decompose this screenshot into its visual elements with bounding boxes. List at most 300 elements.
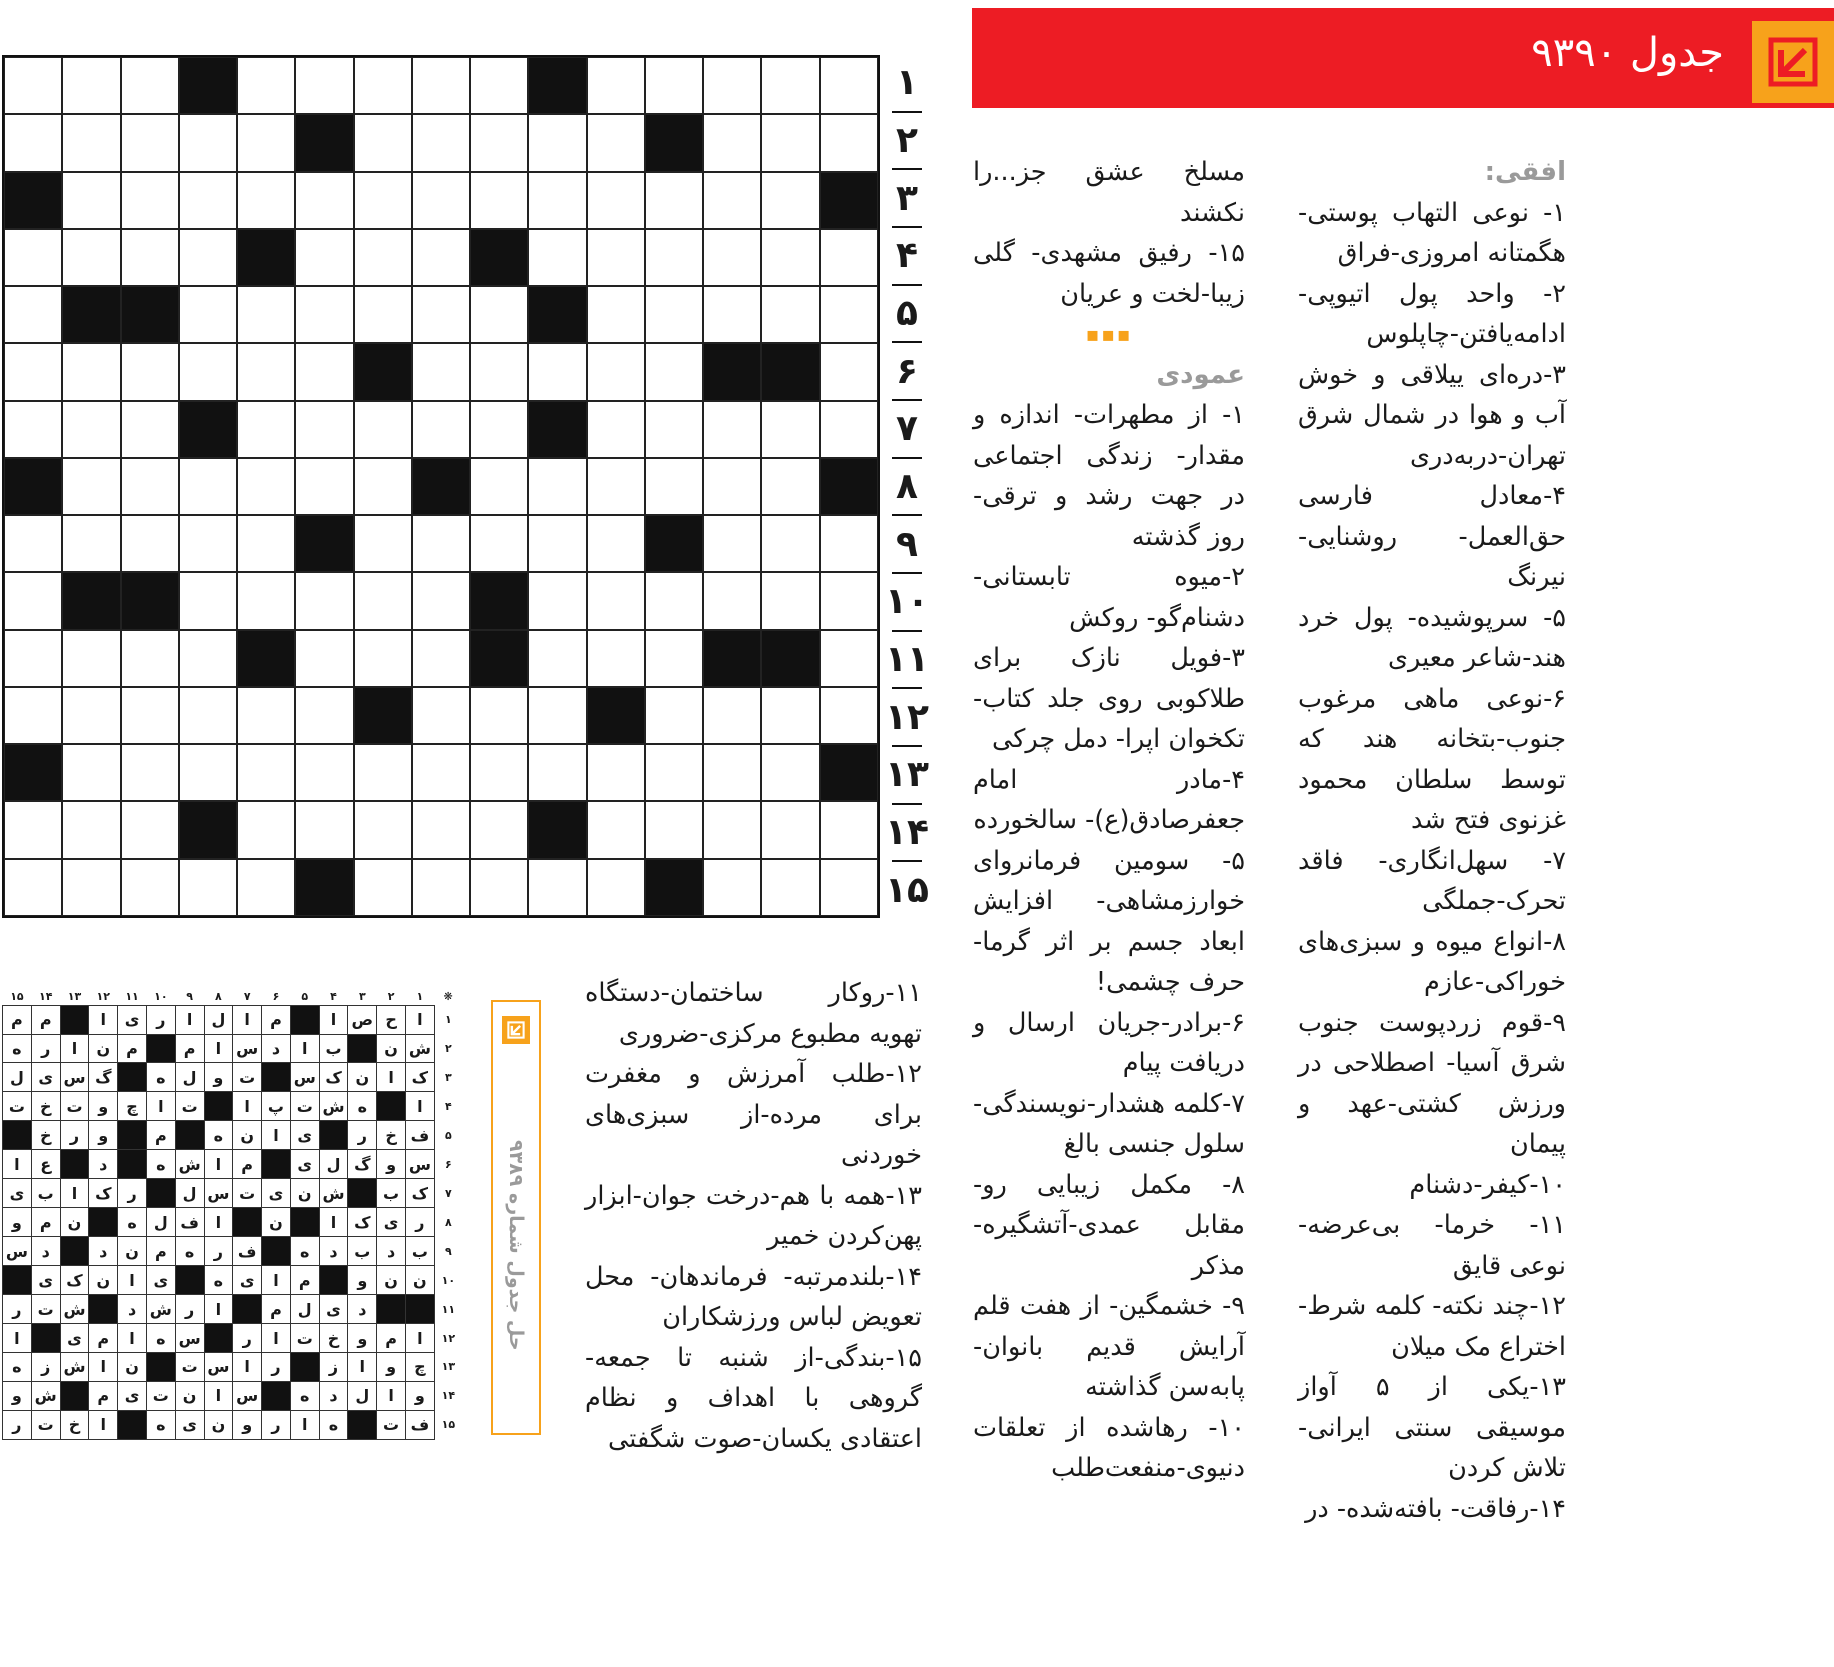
grid-cell[interactable]: [4, 630, 62, 687]
grid-cell[interactable]: [179, 687, 237, 744]
solution-black-cell: [146, 1353, 175, 1382]
solution-cell: پ: [262, 1092, 291, 1121]
grid-cell[interactable]: [354, 801, 412, 858]
solution-cell: ا: [290, 1410, 319, 1439]
solution-cell: ف: [175, 1208, 204, 1237]
grid-cell[interactable]: [179, 343, 237, 400]
grid-cell[interactable]: [820, 401, 878, 458]
grid-cell[interactable]: [587, 744, 645, 801]
grid-cell[interactable]: [470, 458, 528, 515]
grid-cell[interactable]: [587, 401, 645, 458]
grid-cell[interactable]: [4, 859, 62, 916]
solution-cell: ه: [3, 1353, 32, 1382]
grid-cell[interactable]: [237, 515, 295, 572]
solution-cell: ه: [3, 1034, 32, 1063]
grid-cell[interactable]: [62, 744, 120, 801]
solution-cell: ه: [290, 1381, 319, 1410]
black-cell: [237, 630, 295, 687]
grid-cell[interactable]: [179, 114, 237, 171]
clue-item: ۳-دره‌ای ییلاقی و خوش آب و هوا در شمال شرق تهران-دربه‌دری: [1298, 359, 1566, 471]
grid-cell[interactable]: [237, 401, 295, 458]
black-cell: [528, 57, 586, 114]
grid-cell[interactable]: [820, 229, 878, 286]
grid-cell[interactable]: [121, 343, 179, 400]
grid-cell[interactable]: [4, 687, 62, 744]
clue-item: ۱۰-کیفر-دشنام: [1409, 1169, 1566, 1200]
grid-cell[interactable]: [820, 515, 878, 572]
grid-cell[interactable]: [703, 515, 761, 572]
grid-cell[interactable]: [295, 172, 353, 229]
grid-cell[interactable]: [237, 458, 295, 515]
grid-cell[interactable]: [354, 859, 412, 916]
solution-cell: ی: [146, 1266, 175, 1295]
grid-cell[interactable]: [121, 458, 179, 515]
grid-cell[interactable]: [412, 172, 470, 229]
solution-cell: و: [3, 1381, 32, 1410]
grid-cell[interactable]: [470, 286, 528, 343]
grid-cell[interactable]: [412, 114, 470, 171]
grid-cell[interactable]: [237, 286, 295, 343]
grid-cell[interactable]: [528, 630, 586, 687]
grid-cell[interactable]: [295, 343, 353, 400]
grid-cell[interactable]: [412, 286, 470, 343]
solution-cell: ز: [319, 1353, 348, 1382]
grid-cell[interactable]: [587, 57, 645, 114]
grid-cell[interactable]: [295, 229, 353, 286]
solution-cell: ل: [146, 1208, 175, 1237]
grid-cell[interactable]: [703, 801, 761, 858]
page-title: جدول ۹۳۹۰: [1531, 30, 1724, 76]
solution-cell: ه: [348, 1092, 377, 1121]
grid-cell[interactable]: [587, 515, 645, 572]
grid-cell[interactable]: [645, 57, 703, 114]
grid-cell[interactable]: [412, 859, 470, 916]
grid-cell[interactable]: [645, 801, 703, 858]
grid-cell[interactable]: [121, 401, 179, 458]
grid-cell[interactable]: [179, 458, 237, 515]
grid-cell[interactable]: [179, 515, 237, 572]
grid-cell[interactable]: [761, 401, 819, 458]
grid-cell[interactable]: [703, 172, 761, 229]
grid-cell[interactable]: [121, 687, 179, 744]
grid-cell[interactable]: [761, 172, 819, 229]
clue-item: ۱۵- رفیق مشهدی- گلی زیبا-لخت و عریان: [973, 238, 1245, 309]
grid-cell[interactable]: [62, 801, 120, 858]
solution-col-number: ۱۴: [38, 989, 53, 1003]
grid-cell[interactable]: [761, 286, 819, 343]
solution-cell: ا: [233, 1092, 262, 1121]
grid-cell[interactable]: [645, 172, 703, 229]
grid-cell[interactable]: [237, 572, 295, 629]
grid-cell[interactable]: [412, 401, 470, 458]
row-number: ۳: [892, 170, 922, 228]
grid-cell[interactable]: [237, 687, 295, 744]
grid-cell[interactable]: [4, 114, 62, 171]
grid-cell[interactable]: [295, 458, 353, 515]
solution-cell: ر: [262, 1410, 291, 1439]
grid-cell[interactable]: [528, 687, 586, 744]
grid-cell[interactable]: [4, 515, 62, 572]
grid-cell[interactable]: [703, 114, 761, 171]
grid-cell[interactable]: [354, 458, 412, 515]
grid-cell[interactable]: [761, 801, 819, 858]
grid-cell[interactable]: [470, 57, 528, 114]
grid-cell[interactable]: [412, 57, 470, 114]
grid-cell[interactable]: [295, 57, 353, 114]
grid-cell[interactable]: [62, 630, 120, 687]
grid-cell[interactable]: [820, 286, 878, 343]
solution-cell: ن: [377, 1266, 406, 1295]
grid-cell[interactable]: [587, 286, 645, 343]
solution-cell: و: [204, 1063, 233, 1092]
solution-black-cell: [31, 1324, 60, 1353]
solution-cell: ک: [405, 1179, 434, 1208]
grid-cell[interactable]: [121, 859, 179, 916]
clue-item: ۶-برادر-جریان ارسال و دریافت پیام: [973, 1007, 1245, 1078]
solution-cell: ه: [146, 1150, 175, 1179]
grid-cell[interactable]: [412, 343, 470, 400]
grid-cell[interactable]: [295, 630, 353, 687]
grid-cell[interactable]: [528, 515, 586, 572]
grid-cell[interactable]: [587, 801, 645, 858]
grid-cell[interactable]: [412, 687, 470, 744]
grid-cell[interactable]: [645, 458, 703, 515]
solution-black-cell: [233, 1295, 262, 1324]
grid-cell[interactable]: [470, 859, 528, 916]
solution-cell: د: [319, 1237, 348, 1266]
grid-cell[interactable]: [237, 172, 295, 229]
grid-cell[interactable]: [645, 286, 703, 343]
solution-col-number: ۷: [243, 989, 251, 1003]
grid-cell[interactable]: [62, 172, 120, 229]
grid-cell[interactable]: [62, 401, 120, 458]
solution-cell: م: [290, 1266, 319, 1295]
grid-cell[interactable]: [121, 229, 179, 286]
solution-cell: ل: [348, 1381, 377, 1410]
solution-row-number: ۹: [445, 1244, 452, 1258]
grid-cell[interactable]: [237, 343, 295, 400]
grid-cell[interactable]: [412, 630, 470, 687]
solution-col-number: ۱: [416, 989, 424, 1003]
grid-cell[interactable]: [587, 630, 645, 687]
solution-cell: س: [290, 1063, 319, 1092]
grid-cell[interactable]: [295, 801, 353, 858]
grid-cell[interactable]: [820, 630, 878, 687]
grid-cell[interactable]: [354, 114, 412, 171]
grid-cell[interactable]: [121, 630, 179, 687]
grid-cell[interactable]: [4, 401, 62, 458]
solution-row-number: ۷: [445, 1186, 452, 1200]
solution-black-cell: [290, 1353, 319, 1382]
grid-cell[interactable]: [703, 57, 761, 114]
solution-cell: ح: [377, 1005, 406, 1034]
grid-cell[interactable]: [820, 572, 878, 629]
solution-black-cell: [290, 1005, 319, 1034]
grid-cell[interactable]: [354, 229, 412, 286]
solution-cell: ت: [31, 1295, 60, 1324]
grid-cell[interactable]: [62, 343, 120, 400]
grid-cell[interactable]: [62, 458, 120, 515]
grid-cell[interactable]: [121, 57, 179, 114]
solution-cell: ک: [405, 1063, 434, 1092]
grid-cell[interactable]: [645, 229, 703, 286]
solution-cell: ن: [290, 1179, 319, 1208]
row-number: ۵: [892, 286, 922, 344]
solution-cell: ش: [405, 1034, 434, 1063]
grid-cell[interactable]: [761, 57, 819, 114]
solution-cell: ی: [233, 1266, 262, 1295]
grid-cell[interactable]: [470, 114, 528, 171]
solution-cell: ر: [204, 1237, 233, 1266]
solution-cell: ل: [175, 1063, 204, 1092]
grid-cell[interactable]: [528, 859, 586, 916]
grid-cell[interactable]: [62, 515, 120, 572]
grid-cell[interactable]: [470, 744, 528, 801]
grid-cell[interactable]: [587, 572, 645, 629]
solution-cell: ن: [405, 1266, 434, 1295]
grid-cell[interactable]: [761, 458, 819, 515]
clue-item: ۹-قوم زردپوست جنوب شرق آسیا- اصطلاحی در ورزش کشتی-عهد و پیمان: [1298, 1007, 1566, 1159]
grid-cell[interactable]: [354, 630, 412, 687]
grid-cell[interactable]: [645, 343, 703, 400]
grid-cell[interactable]: [295, 687, 353, 744]
row-number: ۱۳: [892, 747, 922, 805]
grid-cell[interactable]: [528, 114, 586, 171]
grid-cell[interactable]: [354, 401, 412, 458]
grid-cell[interactable]: [820, 801, 878, 858]
solution-black-cell: [118, 1063, 147, 1092]
grid-cell[interactable]: [761, 515, 819, 572]
grid-cell[interactable]: [470, 515, 528, 572]
solution-row-number: ۱۱: [441, 1302, 456, 1316]
solution-cell: د: [262, 1034, 291, 1063]
grid-cell[interactable]: [121, 114, 179, 171]
grid-cell[interactable]: [761, 859, 819, 916]
row-number: ۱۴: [892, 805, 922, 863]
solution-cell: م: [175, 1034, 204, 1063]
down-title: عمودی: [1156, 359, 1245, 390]
grid-cell[interactable]: [62, 57, 120, 114]
black-cell: [237, 229, 295, 286]
solution-cell: خ: [31, 1092, 60, 1121]
grid-cell[interactable]: [470, 401, 528, 458]
grid-cell[interactable]: [528, 229, 586, 286]
grid-cell[interactable]: [703, 286, 761, 343]
grid-cell[interactable]: [179, 286, 237, 343]
grid-cell[interactable]: [412, 572, 470, 629]
grid-cell[interactable]: [62, 114, 120, 171]
black-cell: [412, 458, 470, 515]
grid-cell[interactable]: [703, 859, 761, 916]
grid-cell[interactable]: [179, 572, 237, 629]
solution-row-number: ۳: [445, 1070, 452, 1084]
grid-cell[interactable]: [179, 859, 237, 916]
clue-item: ۹- خشمگین- از هفت قلم آرایش قدیم بانوان- پابه‌سن گذاشته: [973, 1291, 1245, 1402]
solution-cell: ا: [377, 1381, 406, 1410]
solution-cell: ک: [89, 1179, 118, 1208]
grid-cell[interactable]: [587, 172, 645, 229]
grid-cell[interactable]: [820, 343, 878, 400]
grid-cell[interactable]: [470, 801, 528, 858]
grid-cell[interactable]: [761, 114, 819, 171]
solution-black-cell: [146, 1179, 175, 1208]
grid-cell[interactable]: [587, 114, 645, 171]
solution-cell: ر: [233, 1324, 262, 1353]
solution-row-number: ۴: [445, 1099, 452, 1113]
grid-cell[interactable]: [4, 286, 62, 343]
grid-cell[interactable]: [703, 401, 761, 458]
black-cell: [528, 801, 586, 858]
black-cell: [645, 859, 703, 916]
grid-cell[interactable]: [470, 343, 528, 400]
grid-cell[interactable]: [121, 172, 179, 229]
solution-cell: ش: [319, 1092, 348, 1121]
grid-cell[interactable]: [295, 572, 353, 629]
solution-cell: س: [60, 1063, 89, 1092]
grid-cell[interactable]: [412, 229, 470, 286]
grid-cell[interactable]: [587, 859, 645, 916]
solution-cell: ا: [204, 1208, 233, 1237]
grid-cell[interactable]: [354, 744, 412, 801]
solution-black-cell: [3, 1121, 32, 1150]
grid-cell[interactable]: [4, 343, 62, 400]
clue-item: ۱۰- رهاشده از تعلقات دنیوی-منفعت‌طلب: [973, 1412, 1245, 1483]
grid-cell[interactable]: [62, 859, 120, 916]
solution-cell: س: [204, 1179, 233, 1208]
grid-cell[interactable]: [645, 744, 703, 801]
grid-cell[interactable]: [295, 401, 353, 458]
solution-black-cell: [348, 1034, 377, 1063]
black-cell: [645, 515, 703, 572]
grid-cell[interactable]: [587, 458, 645, 515]
grid-cell[interactable]: [237, 114, 295, 171]
grid-cell[interactable]: [528, 172, 586, 229]
grid-cell[interactable]: [4, 801, 62, 858]
grid-cell[interactable]: [470, 687, 528, 744]
solution-cell: ه: [146, 1324, 175, 1353]
solution-cell: ا: [405, 1324, 434, 1353]
grid-cell[interactable]: [645, 687, 703, 744]
solution-cell: ا: [262, 1266, 291, 1295]
grid-cell[interactable]: [179, 229, 237, 286]
clue-item: مسلخ عشق جز...را نکشند: [973, 157, 1245, 228]
grid-cell[interactable]: [820, 57, 878, 114]
grid-cell[interactable]: [645, 572, 703, 629]
grid-cell[interactable]: [587, 229, 645, 286]
clue-item: ۲- واحد پول اتیوپی- ادامه‌یافتن-چاپلوس: [1298, 278, 1566, 349]
grid-cell[interactable]: [703, 229, 761, 286]
grid-cell[interactable]: [295, 744, 353, 801]
grid-cell[interactable]: [470, 172, 528, 229]
solution-cell: خ: [319, 1324, 348, 1353]
grid-cell[interactable]: [354, 172, 412, 229]
grid-cell[interactable]: [237, 801, 295, 858]
grid-cell[interactable]: [820, 859, 878, 916]
grid-cell[interactable]: [528, 343, 586, 400]
grid-cell[interactable]: [354, 57, 412, 114]
row-number: ۶: [892, 343, 922, 401]
grid-cell[interactable]: [820, 114, 878, 171]
grid-cell[interactable]: [703, 572, 761, 629]
solution-cell: ب: [348, 1237, 377, 1266]
grid-cell[interactable]: [4, 57, 62, 114]
grid-cell[interactable]: [528, 744, 586, 801]
grid-cell[interactable]: [703, 458, 761, 515]
solution-cell: ی: [31, 1266, 60, 1295]
clue-item: ۳-فویل نازک برای طلاکوبی روی جلد کتاب-تکخوان اپرا- دمل چرکی: [973, 643, 1245, 754]
grid-cell[interactable]: [528, 572, 586, 629]
black-cell: [820, 458, 878, 515]
solution-col-number: ۱۵: [10, 989, 24, 1003]
grid-cell[interactable]: [354, 572, 412, 629]
grid-cell[interactable]: [237, 57, 295, 114]
grid-cell[interactable]: [237, 859, 295, 916]
grid-cell[interactable]: [179, 630, 237, 687]
grid-cell[interactable]: [121, 515, 179, 572]
grid-cell[interactable]: [703, 744, 761, 801]
row-number: ۱۵: [885, 869, 929, 911]
row-number: ۸: [892, 459, 922, 517]
grid-cell[interactable]: [179, 744, 237, 801]
row-number: ۹: [892, 516, 922, 574]
grid-cell[interactable]: [179, 172, 237, 229]
grid-cell[interactable]: [237, 744, 295, 801]
solution-cell: ت: [175, 1353, 204, 1382]
grid-cell[interactable]: [761, 687, 819, 744]
grid-cell[interactable]: [645, 630, 703, 687]
grid-cell[interactable]: [528, 458, 586, 515]
grid-cell[interactable]: [645, 401, 703, 458]
grid-cell[interactable]: [761, 572, 819, 629]
solution-cell: ا: [290, 1034, 319, 1063]
clue-item: ۷- سهل‌انگاری- فاقد تحرک-جملگی: [1298, 845, 1566, 916]
solution-cell: ت: [290, 1092, 319, 1121]
grid-cell[interactable]: [587, 343, 645, 400]
grid-cell[interactable]: [121, 744, 179, 801]
grid-cell[interactable]: [121, 801, 179, 858]
solution-cell: و: [233, 1410, 262, 1439]
grid-cell[interactable]: [412, 744, 470, 801]
solution-row-number: ۱۲: [441, 1331, 456, 1345]
row-number: ۱۰: [892, 574, 922, 632]
grid-cell[interactable]: [761, 229, 819, 286]
grid-cell[interactable]: [412, 801, 470, 858]
solution-col-number: ۳: [358, 989, 366, 1003]
grid-cell[interactable]: [4, 229, 62, 286]
solution-cell: ه: [146, 1410, 175, 1439]
grid-cell[interactable]: [62, 687, 120, 744]
solution-black-cell: [262, 1237, 291, 1266]
row-numbers: [884, 55, 930, 918]
solution-cell: د: [118, 1295, 147, 1324]
grid-cell[interactable]: [4, 572, 62, 629]
solution-black-cell: [348, 1179, 377, 1208]
solution-cell: ا: [146, 1092, 175, 1121]
solution-cell: ن: [175, 1381, 204, 1410]
grid-cell[interactable]: [820, 687, 878, 744]
section-separator: ▪▪▪: [1085, 322, 1133, 346]
grid-cell[interactable]: [412, 515, 470, 572]
grid-cell[interactable]: [354, 515, 412, 572]
solution-black-cell: [118, 1410, 147, 1439]
grid-cell[interactable]: [703, 687, 761, 744]
grid-cell[interactable]: [295, 286, 353, 343]
grid-cell[interactable]: [761, 744, 819, 801]
grid-cell[interactable]: [354, 286, 412, 343]
clue-item: ۲-میوه تابستانی-دشنام‌گو- روکش: [973, 562, 1245, 633]
solution-cell: ا: [405, 1005, 434, 1034]
grid-cell[interactable]: [62, 229, 120, 286]
